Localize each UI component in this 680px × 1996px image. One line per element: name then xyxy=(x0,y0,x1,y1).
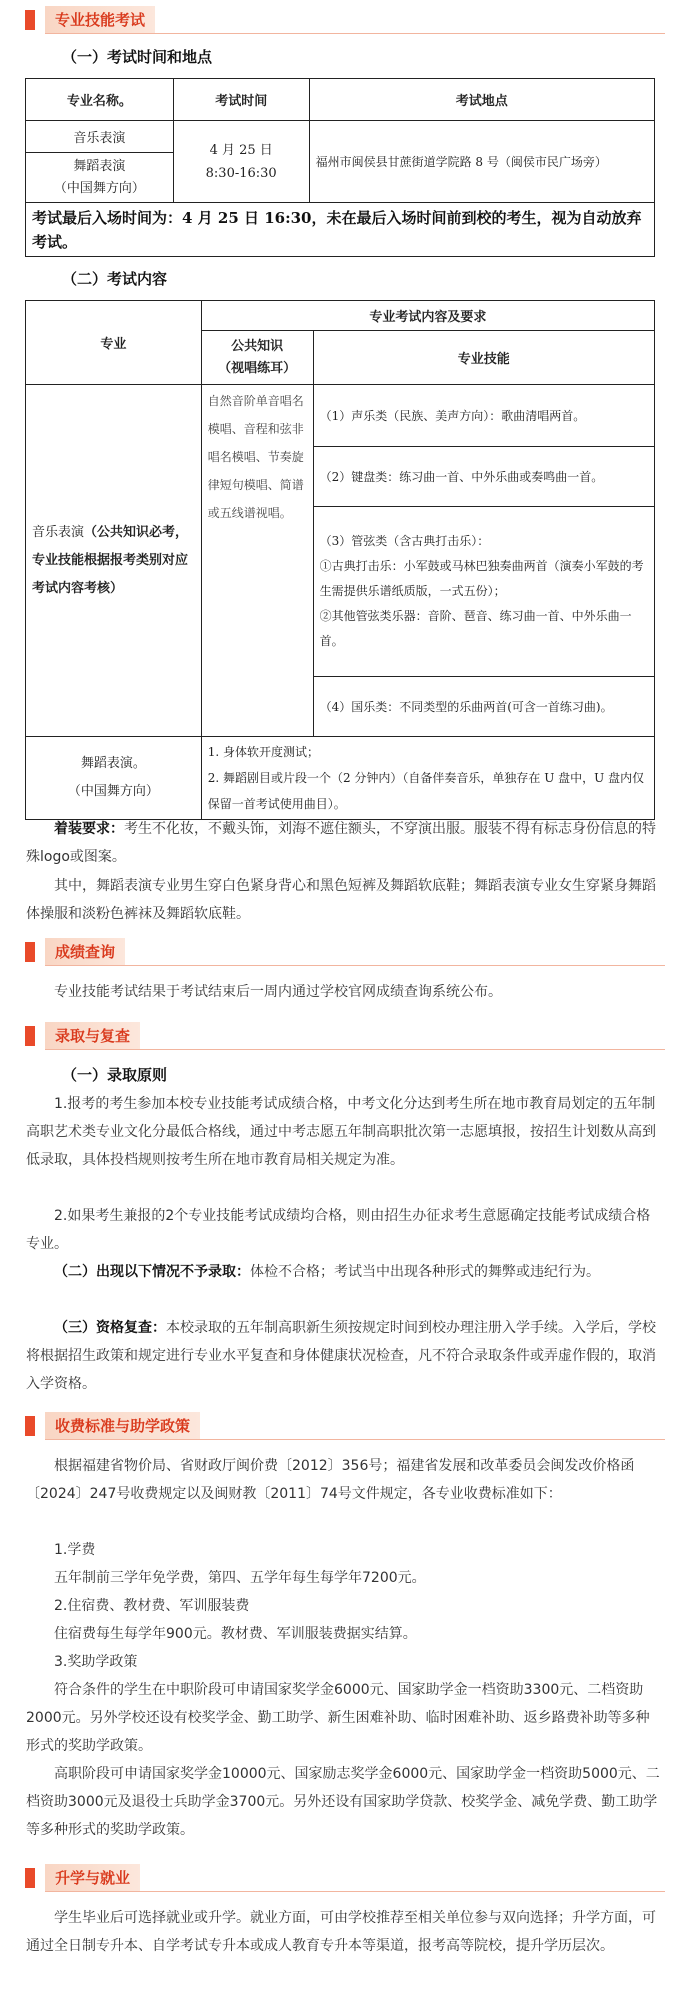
divider xyxy=(45,1439,665,1440)
exam-content-title: （二）考试内容 xyxy=(62,270,168,288)
table-note-last-entry: 考试最后入场时间为：4 月 25 日 16:30，未在最后入场时间前到校的考生，视为自动放弃考试。 xyxy=(26,203,655,257)
admission-rule-2: 2.如果考生兼报的2个专业技能考试成绩均合格，则由招生办征求考生意愿确定技能考试成绩合格专业。 xyxy=(26,1208,651,1252)
skill-other-instruments: ②其他管弦类乐器：音阶、琶音、练习曲一首、中外乐曲一首。 xyxy=(319,609,632,648)
th-requirements: 专业考试内容及要求 xyxy=(201,301,654,331)
dance-sub: （中国舞方向） xyxy=(53,180,145,196)
cell-skill-keyboard: （2）键盘类：练习曲一首、中外乐曲或奏鸣曲一首。 xyxy=(313,447,654,507)
exam-date: 4 月 25 日 xyxy=(209,142,273,158)
cell-skill-vocal: （1）声乐类（民族、美声方向）：歌曲清唱两首。 xyxy=(313,385,654,447)
th-skill: 专业技能 xyxy=(313,331,654,385)
dance-major-name: 舞蹈表演。 xyxy=(80,756,146,771)
dress-text: 考生不化妆，不戴头饰，刘海不遮住额头，不穿演出服。服装不得有标志身份信息的特殊logo或图案。 xyxy=(26,821,656,865)
dress-detail: 其中，舞蹈表演专业男生穿白色紧身背心和黑色短裤及舞蹈软底鞋；舞蹈表演专业女生穿紧身舞蹈体操服和淡粉色裤袜及舞蹈软底鞋。 xyxy=(26,878,656,922)
section-title: 成绩查询 xyxy=(45,938,125,966)
exam-time-table xyxy=(25,78,655,257)
admission-recheck xyxy=(26,1314,660,1398)
section-title: 专业技能考试 xyxy=(45,6,155,34)
cell-skill-national: （4）国乐类：不同类型的乐曲两首(可含一首练习曲)。 xyxy=(313,677,654,737)
dance-req-2: 2. 舞蹈剧目或片段一个（2 分钟内）（自备伴奏音乐，单独存在 U 盘中，U 盘内仅保留一首考试使用曲目）。 xyxy=(207,771,645,811)
skill-percussion: ①古典打击乐：小军鼓或马林巴独奏曲两首（演奏小军鼓的考生需提供乐谱纸质版，一式五份）； xyxy=(319,559,644,598)
divider xyxy=(45,1891,665,1892)
fees-tuition-text: 五年制前三学年免学费，第四、五学年每生每学年7200元。 xyxy=(54,1570,426,1586)
cell-music-major xyxy=(26,385,202,737)
th-public xyxy=(201,331,313,385)
cell-skill-orchestral xyxy=(313,507,654,677)
dance-name: 舞蹈表演 xyxy=(73,158,126,174)
fees-aid-title: 3.奖助学政策 xyxy=(54,1654,138,1670)
exclusions-label: （二）出现以下情况不予录取： xyxy=(54,1264,250,1280)
dance-major-sub: （中国舞方向） xyxy=(67,784,159,799)
th-place: 考试地点 xyxy=(309,79,654,121)
th-major2: 专业 xyxy=(26,301,202,385)
cell-exam-place: 福州市闽侯县甘蔗街道学院路 8 号（闽侯市民广场旁） xyxy=(309,121,654,203)
admission-principle-title: （一）录取原则 xyxy=(62,1066,168,1084)
dress-requirements xyxy=(26,815,660,871)
th-public-name: 公共知识 xyxy=(231,338,284,354)
accent-bar xyxy=(25,1416,35,1436)
fees-intro: 根据福建省物价局、省财政厅闽价费〔2012〕356号；福建省发展和改革委员会闽发改价格函〔2024〕247号收费规定以及闽财教〔2011〕74号文件规定，各专业收费标准如下： xyxy=(26,1458,635,1502)
cell-exam-time xyxy=(173,121,309,203)
exam-time-place-title: （一）考试时间和地点 xyxy=(62,48,213,66)
section-header-results xyxy=(25,936,665,968)
career-text: 学生毕业后可选择就业或升学。就业方面，可由学校推荐至相关单位参与双向选择；升学方面，可通过全日制专升本、自学考试专升本或成人教育专升本等渠道，报考高等院校，提升学历层次。 xyxy=(26,1910,656,1954)
section-header-career xyxy=(25,1862,665,1894)
dance-req-1: 1. 身体软开度测试； xyxy=(207,745,319,759)
fees-lodging-text: 住宿费每生每学年900元。教材费、军训服装费据实结算。 xyxy=(54,1626,417,1642)
skill-orchestral-title: （3）管弦类（含古典打击乐）： xyxy=(319,534,490,548)
fees-aid-higher: 高职阶段可申请国家奖学金10000元、国家励志奖学金6000元、国家助学金一档资助5000元、二档资助3000元及退役士兵助学金3700元。另外还设有国家助学贷款、校奖学金、减免学费、勤工助学等多种形式的奖助学政策。 xyxy=(26,1766,660,1838)
section-title: 收费标准与助学政策 xyxy=(45,1412,200,1440)
recheck-label: （三）资格复查： xyxy=(54,1320,166,1336)
divider xyxy=(45,33,665,34)
section-header-admission xyxy=(25,1020,665,1052)
accent-bar xyxy=(25,10,35,30)
cell-dance-major xyxy=(26,737,202,820)
cell-major-music: 音乐表演 xyxy=(26,121,174,153)
th-major: 专业名称。 xyxy=(26,79,174,121)
divider xyxy=(45,965,665,966)
admission-rule-1: 1.报考的考生参加本校专业技能考试成绩合格，中考文化分达到考生所在地市教育局划定的五年制高职艺术类专业文化分最低合格线，通过中考志愿五年制高职批次第一志愿填报，按招生计划数从高到低录取，具体投档规则按考生所在地市教育局相关规定为准。 xyxy=(26,1096,656,1168)
section-title: 录取与复查 xyxy=(45,1022,140,1050)
cell-major-dance xyxy=(26,153,174,203)
music-note: （公共知识必考，专业技能根据报考类别对应考试内容考核） xyxy=(32,524,189,596)
fees-aid-secondary: 符合条件的学生在中职阶段可申请国家奖学金6000元、国家助学金一档资助3300元、二档资助2000元。另外学校还设有校奖学金、勤工助学、新生困难补助、临时困难补助、返乡路费补助等多种形式的奖助学政策。 xyxy=(26,1682,650,1754)
admission-exclusions xyxy=(26,1258,660,1286)
exclusions-text: 体检不合格；考试当中出现各种形式的舞弊或违纪行为。 xyxy=(250,1264,600,1280)
divider xyxy=(45,1049,665,1050)
accent-bar xyxy=(25,1026,35,1046)
exam-hours: 8:30-16:30 xyxy=(205,165,277,181)
music-name: 音乐表演 xyxy=(32,524,85,540)
dress-label: 着装要求： xyxy=(54,821,124,837)
accent-bar xyxy=(25,942,35,962)
fees-tuition-title: 1.学费 xyxy=(54,1542,96,1558)
recheck-text: 本校录取的五年制高职新生须按规定时间到校办理注册入学手续。入学后，学校将根据招生政策和规定进行专业水平复查和身体健康状况检查，凡不符合录取条件或弄虚作假的，取消入学资格。 xyxy=(26,1320,656,1392)
accent-bar xyxy=(25,1868,35,1888)
cell-public-knowledge: 自然音阶单音唱名模唱、音程和弦非唱名模唱、节奏旋律短句模唱、简谱或五线谱视唱。 xyxy=(201,385,313,737)
section-header-fees xyxy=(25,1410,665,1442)
th-time: 考试时间 xyxy=(173,79,309,121)
cell-dance-requirements xyxy=(201,737,654,820)
th-public-sub: （视唱练耳） xyxy=(218,360,297,376)
section-header-exam xyxy=(25,4,665,36)
fees-lodging-title: 2.住宿费、教材费、军训服装费 xyxy=(54,1598,250,1614)
results-text: 专业技能考试结果于考试结束后一周内通过学校官网成绩查询系统公布。 xyxy=(54,984,502,1000)
section-title: 升学与就业 xyxy=(45,1864,140,1892)
exam-content-table xyxy=(25,300,655,820)
